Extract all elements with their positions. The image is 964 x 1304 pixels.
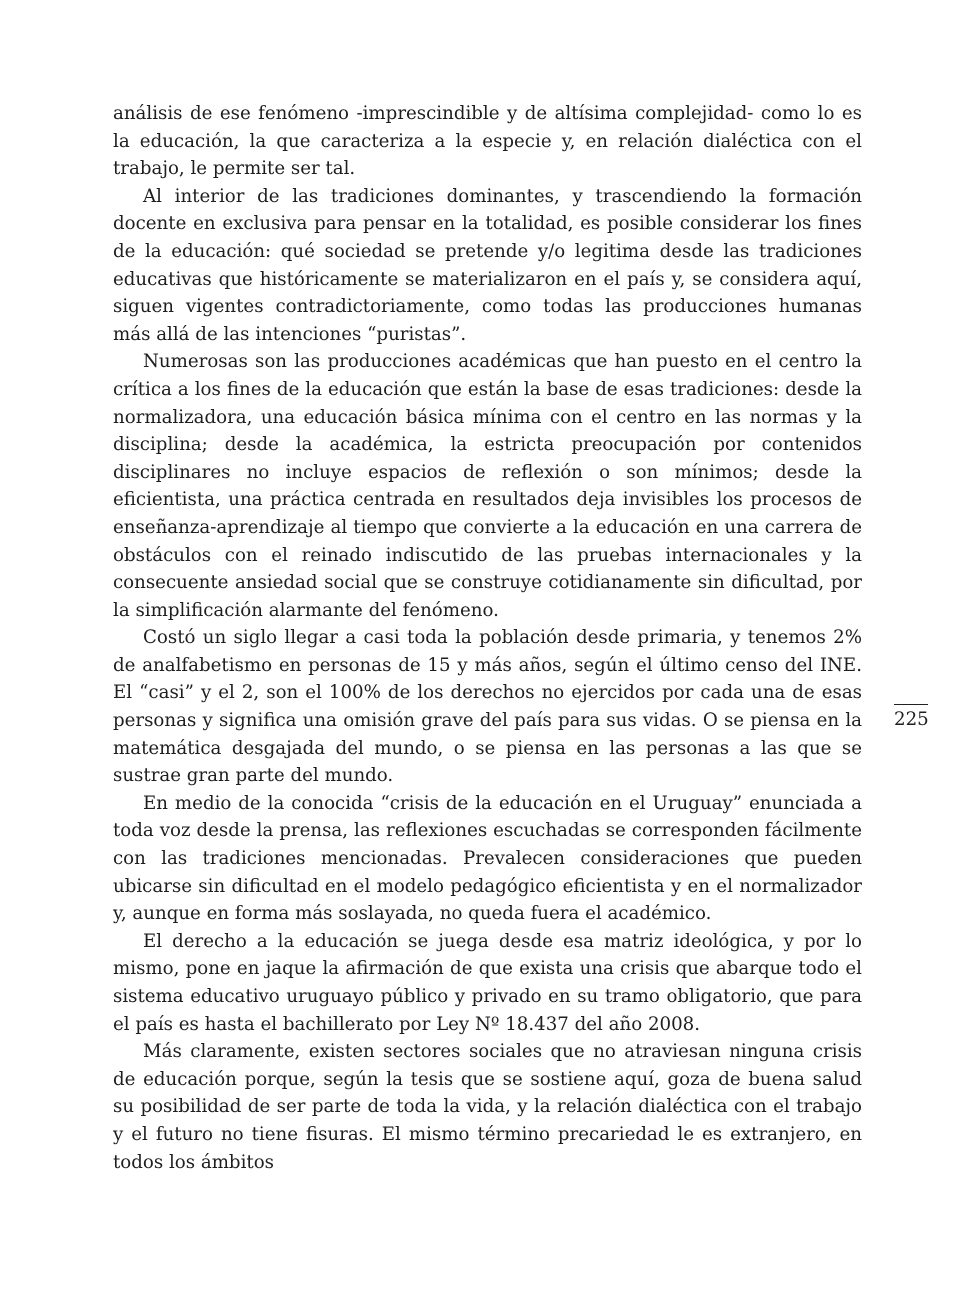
paragraph-3: Numerosas son las producciones académicas que han puesto en el centro la crítica a los fines de la educación que están la base de esas tradiciones: desde la normalizadora, una educación básica mínima con el centro en las normas y la disciplina; desde la académica, la estricta preocupación por contenidos disciplinares no incluye espacios de reflexión o son mínimos; desde la eficientista, una práctica centrada en resultados deja invisibles los procesos de enseñanza-aprendizaje al tiempo que convierte a la educación en una carrera de obstáculos con el reinado indiscutido de las pruebas internacionales y la consecuente ansiedad social que se construye cotidianamente sin dificultad, por la simplificación alarmante del fenómeno.: [113, 351, 862, 621]
paragraph-4: Costó un siglo llegar a casi toda la población desde primaria, y tenemos 2% de analfabetismo en personas de 15 y más años, según el último censo del INE. El “casi” y el 2, son el 100% de los derechos no ejercidos por cada una de esas personas y significa una omisión grave del país para sus vidas. O se piensa en la matemática desgajada del mundo, o se piensa en las personas a las que se sustrae gran parte del mundo.: [113, 627, 862, 787]
paragraph-7: Más claramente, existen sectores sociales que no atraviesan ninguna crisis de educación porque, según la tesis que se sostiene aquí, goza de buena salud su posibilidad de ser parte de toda la vida, y la relación dialéctica con el trabajo y el futuro no tiene fisuras. El mismo término precariedad le es extranjero, en todos los ámbitos: [113, 1041, 862, 1173]
page-number-rule: [894, 704, 928, 705]
paragraph-5: En medio de la conocida “crisis de la educación en el Uruguay” enunciada a toda voz desde la prensa, las reflexiones escuchadas se corresponden fácilmente con las tradiciones mencionadas. Prevalecen consideraciones que pueden ubicarse sin dificultad en el modelo pedagógico eficientista y en el normalizador y, aunque en forma más soslayada, no queda fuera el académico.: [113, 792, 862, 925]
body-text: [113, 100, 862, 1176]
paragraph-2: Al interior de las tradiciones dominantes, y trascendiendo la formación docente en exclusiva para pensar en la totalidad, es posible considerar los fines de la educación: qué sociedad se pretende y/o legitima desde las tradiciones educativas que históricamente se materializaron en el país y, se considera aquí, siguen vigentes contradictoriamente, como todas las producciones humanas más allá de las intenciones “puristas”.: [113, 185, 862, 345]
paragraph-6: El derecho a la educación se juega desde esa matriz ideológica, y por lo mismo, pone en jaque la afirmación de que exista una crisis que abarque todo el sistema educativo uruguayo público y privado en su tramo obligatorio, que para el país es hasta el bachillerato por Ley Nº 18.437 del año 2008.: [113, 930, 862, 1035]
page-number: 225: [894, 709, 929, 730]
paragraph-1: análisis de ese fenómeno -imprescindible y de altísima complejidad- como lo es la educación, la que caracteriza a la especie y, en relación dialéctica con el trabajo, le permite ser tal.: [113, 103, 862, 180]
